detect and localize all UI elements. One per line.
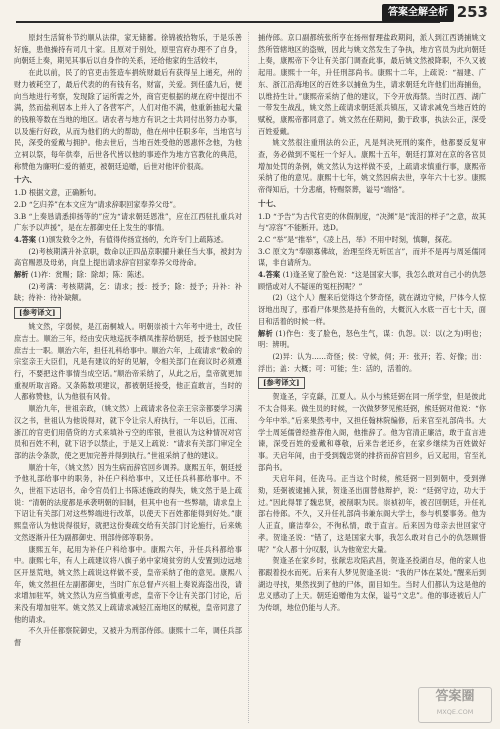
- column-divider: [248, 32, 249, 723]
- analysis-item: [258, 328, 486, 351]
- answer-item: 2.D “乞归养”在本文应为“请求辞职回家奉养父母”。: [14, 199, 181, 209]
- reference-heading: [参考译文]: [14, 307, 61, 319]
- paragraph: 在此以前，民了的官吏击签造车捐统财最后有获得呈上递充，州的财力被耗空了，最后代表的的有钱有名，财富，关爱。到任盛九后，便向当地进行考察，发现除了运所需之外，商官吏根据的规在府中提出不满，然而盐利居本上并入了各营军产，人们对他不满，他重新抽起大量的钱粮等数在当地的地区。诸农者与地方有识之士共同付出努力办事，以及施行好政，从而为他们的大的帮助，他在州中任职多年，当地官与民，深受的爱戴与拥护。他去世后，当地百姓受他的恩惠怀念他，为他立祠以祭，每年供奉，后世各代皆以他的事迹作为地方官教化的典范，称赞他为廉明仁爱的循吏，被朝廷追赠，后世对他评价很高。: [14, 68, 242, 171]
- paragraph: 不久升任都察院御史，又被升为刑部侍郎。康熙十二年，调任兵部督: [14, 626, 242, 648]
- reference-heading-line: [258, 374, 486, 391]
- answer-label: 4.答案: [14, 234, 36, 244]
- paragraph: 顺治十年，（姚文然）因为生病而辞官回乡调养。康熙五年，朝廷授予他礼部给事中的职务，补任户科给事中，又迁任兵科都给事中。不久，世祖下达诏书，命令官员们上书陈述施政的得失，姚文然于是上疏说：“清朝的法度都是承袭明朝的旧制，但其中也有一些弊端，请求皇上下诏让有关部门对这些弊端进行改革，以使天下百姓都能得到好处。”康熙皇帝认为他说得很好，就把这份奏疏交给有关部门讨论施行，后来姚文然逐渐升任为副都御史、刑部侍郎等职务。: [14, 462, 242, 542]
- watermark-logo: [418, 687, 492, 723]
- section-badge: 答案全解全析: [382, 4, 454, 22]
- answer-text: (1)逢圣宽了脸色说：“这是国家大事，我怎么敢对自己小的仇怨顾惜或对人不疑诬的冤枉拐呢？”: [258, 270, 486, 291]
- answer-item: 3.B “上奏恳请悉抑扬等的”应为“请求朝廷恩准”，应在江西驻扎重兵对广东予以声援”，是在左都御史任上发生的事情。: [14, 211, 242, 233]
- analysis-label: 解析: [14, 270, 29, 280]
- section-heading: 十六、: [14, 175, 37, 185]
- analysis-text: (2)考满：考核期满，乞：请求；授：授予；除：授予；升补：补缺；待补：待补缺额。: [14, 281, 242, 303]
- paragraph: 姚文然很注重刑法的公正，凡是判决死刑的案件，他都要反复审查，务必做到不冤枉一个好人。康熙十五年，朝廷打算对在京的各官员增加处罚的条例，姚文然认为这样做不妥，上疏请求慎重行事，康熙帝采纳了他的意见。康熙十七年，姚文然因病去世，享年六十七岁。康熙帝得知后，十分悲痛，特赐祭葬，谥号“端恪”。: [258, 138, 486, 195]
- answer-text: (1)颁发敕令之外，有值得传扬宣扬的，允许专门上疏陈述。: [38, 234, 229, 244]
- paragraph: 康熙五年，起用为补任户科给事中。康熙六年，升任兵科都给事中。康熙七年，有人上疏建议将八旗子弟中家境贫穷的人安置到边远地区开垦荒地，姚文然上疏说这样做不妥，皇帝采纳了他的意见。康熙八年，姚文然担任左副都御史，当时广东总督卢兴祖上奏说海盗出没，请求增加驻军，姚文然认为应当慎重考虑，皇帝下令让有关部门讨论，后来没有增加驻军。姚文然又上疏请求减轻江南地区的赋税，皇帝同意了他的请求。: [14, 544, 242, 624]
- analysis-text: (1)作色：变了脸色，怒色生气，谋：仇怨。以：以(之为)明也；明：辨明。: [258, 328, 486, 350]
- paragraph: 贺逢圣，字克繇，江夏人。从小与熊廷弼在同一所学堂，但是彼此不太合得来。做生员的时候，一次做梦梦见熊廷弼，熊廷弼对他说：“你今年中举。”后来果然考中，又担任翰林院编修，后来官至礼部尚书。大学士周延儒曾经推荐他入阁，他推辞了。他为官清正廉洁，敢于直言进谏，深受百姓的爱戴和尊敬，后来告老还乡，在家乡继续为百姓做好事。天启年间，由于受到魏忠贤的排挤而辞官回乡，后又起用，官至礼部尚书。: [258, 392, 486, 472]
- answer-item: [258, 269, 486, 292]
- answer-text: (2)（这个人）醒来后觉得这个梦奇怪，就在湖边守候，尸体今人惊讶地出现了，那看尸体果然是持有鱼的，大概沉入水底一百七十天，面目和活着的时候一样。: [258, 293, 486, 326]
- paragraph: 捕侍郎。京口副都统张所亨在扬州督理盐政期间，派人到江西诱捕姚文然所管辖地区的盗贼，因此与姚文然发生了争执，地方官员为此向朝廷上奏，康熙帝下令让有关部门调查此事，最后姚文然被降职，不久又被起用。康熙十一年，升任刑部尚书。康熙十二年，上疏说：“福建、广东、浙江沿海地区的百姓多以捕鱼为生，请求朝廷允许他们出海捕鱼，以维持生计。”康熙帝采纳了他的建议，下令开放海禁。当时江西、湖广一带发生战乱，姚文然上疏请求朝廷派兵镇压，又请求减免当地百姓的赋税，康熙帝都同意了。姚文然在任期间，勤于政事，执法公正，深受百姓爱戴。: [258, 33, 486, 136]
- answer-text: (2)考核期满升补京职，数命以正四品京职擢升兼任当大事，被封为高官赐恩及母弟，向皇上提出请求辞官回家奉养父母待命。: [14, 246, 242, 268]
- section-heading: 十七、: [258, 198, 281, 208]
- answer-label: 4.答案: [258, 270, 281, 280]
- watermark-url: MXQE.COM: [436, 708, 474, 716]
- reference-heading-line: [14, 304, 242, 321]
- answer-item: 2.C “举”是“推举”，《凌上吕，举》不用中时刻，慎聊，探花。: [258, 234, 457, 244]
- paragraph: 姚文然，字弱侯，是江南桐城人。明朝崇祯十六年考中进士，改任庶吉士。顺治三年，经由安庆地巡抚李栖凤推荐给朝廷，授予他国史院庶吉士一职。顺治六年，担任礼科给事中。顺治六年，上疏请求“敕命的宗室亲王大臣们，凡是有建议的好的见解，令相关部门在商议时必须遵行，不要把这件事情当成空话。”顺治帝采纳了，从此之后，皇帝就更加重视听取言路。又条陈数项建议，都被朝廷接受，他正直敢言，当时的人都称赞他，认为他很有风骨。: [14, 322, 242, 402]
- analysis-text: (1)祚：赏赐；除：除却；陈：陈述。: [30, 270, 149, 280]
- left-column: [14, 32, 242, 725]
- paragraph: 顺治九年，世祖亲政，（姚文然）上疏请求各位亲王宗亲都要学习满汉之书，世祖认为他说得对，就下令让宗人府执行，一年以后，江南、浙江的官吏们用借贷的方式来填补亏空的库银，世祖认为这种情况对官员和百姓不利，就下诏予以禁止，于是又上疏说：“请求有关部门审定全部的法令条款，使之更加完善并得到执行。”世祖采纳了他的建议。: [14, 404, 242, 460]
- analysis-label: 解析: [258, 328, 273, 338]
- page-header: [0, 0, 500, 26]
- watermark-text: 答案圈: [435, 689, 475, 704]
- page-number: 253: [456, 3, 488, 21]
- answer-item: 1.D 根据文意，正确断句。: [14, 188, 101, 198]
- answer-item: [14, 234, 242, 246]
- answer-item: 3.C 原文为“奉颐寡佛故，治理至终无听匡言”，而并不是再与周延儒同谋，非自请所为。: [258, 246, 486, 268]
- reference-heading: [参考译文]: [258, 377, 305, 389]
- paragraph: 天启年间，任洗马。正当这个时候，熊廷弼一回到朝中，受到弹劾，廷弼被逮捕入狱，贺逢圣出面替他辩护，说：“廷弼守边，功大于过。”因此得罪了魏忠贤，被削职为民。崇祯初年，被召回朝廷，升任礼部右侍郎。不久，又升任礼部尚书兼东阁大学士，参与机要事务。他为人正直，廉洁奉公，不徇私情，敢于直言。后来因为母亲去世回家守孝。贺逢圣说：“错了，这是国家大事，我怎么敢对自己小的仇怨顾惜呢？”众人都十分叹服，认为他宽宏大量。: [258, 474, 486, 554]
- analysis-item: [14, 269, 242, 281]
- answer-item: 1.D “予告”为古代官吏的休假制度，“决渊”是“流泪的样子”之意，故其与“凉容”不能断开。选D。: [258, 211, 486, 233]
- analysis-text: (2)异：认为……奇怪；侯：守候，伺；开：张开；若、好像；出：浮出；盖：大概；可：可能；生：活的，活着的。: [258, 351, 486, 373]
- header-rule: [16, 21, 440, 23]
- paragraph: 原封生活简朴节约顺从法律，家无储蓄。徐锦被拾物乐，于是乐善好施，患他操持有司几十家。且原对于别处，原里宫府办理不了自身，向朝廷上奏，期见其事后以自身作的关系，还给他家的生活较丰，: [14, 33, 242, 66]
- paragraph: 贺逢圣在家乡时，张献忠攻陷武昌，贺逢圣投湖自尽，他的家人也都跟着投水而死。后来有人梦见贺逢圣说：“我的尸体在某处。”醒来后到湖边寻找，果然找到了他的尸体，面目如生。当时人们都认为这是他的忠义感动了上天。朝廷追赠他为太保，谥号“文忠”。他的事迹被后人广为传颂，地位仍能与人齐。: [258, 556, 486, 613]
- right-column: [258, 32, 486, 725]
